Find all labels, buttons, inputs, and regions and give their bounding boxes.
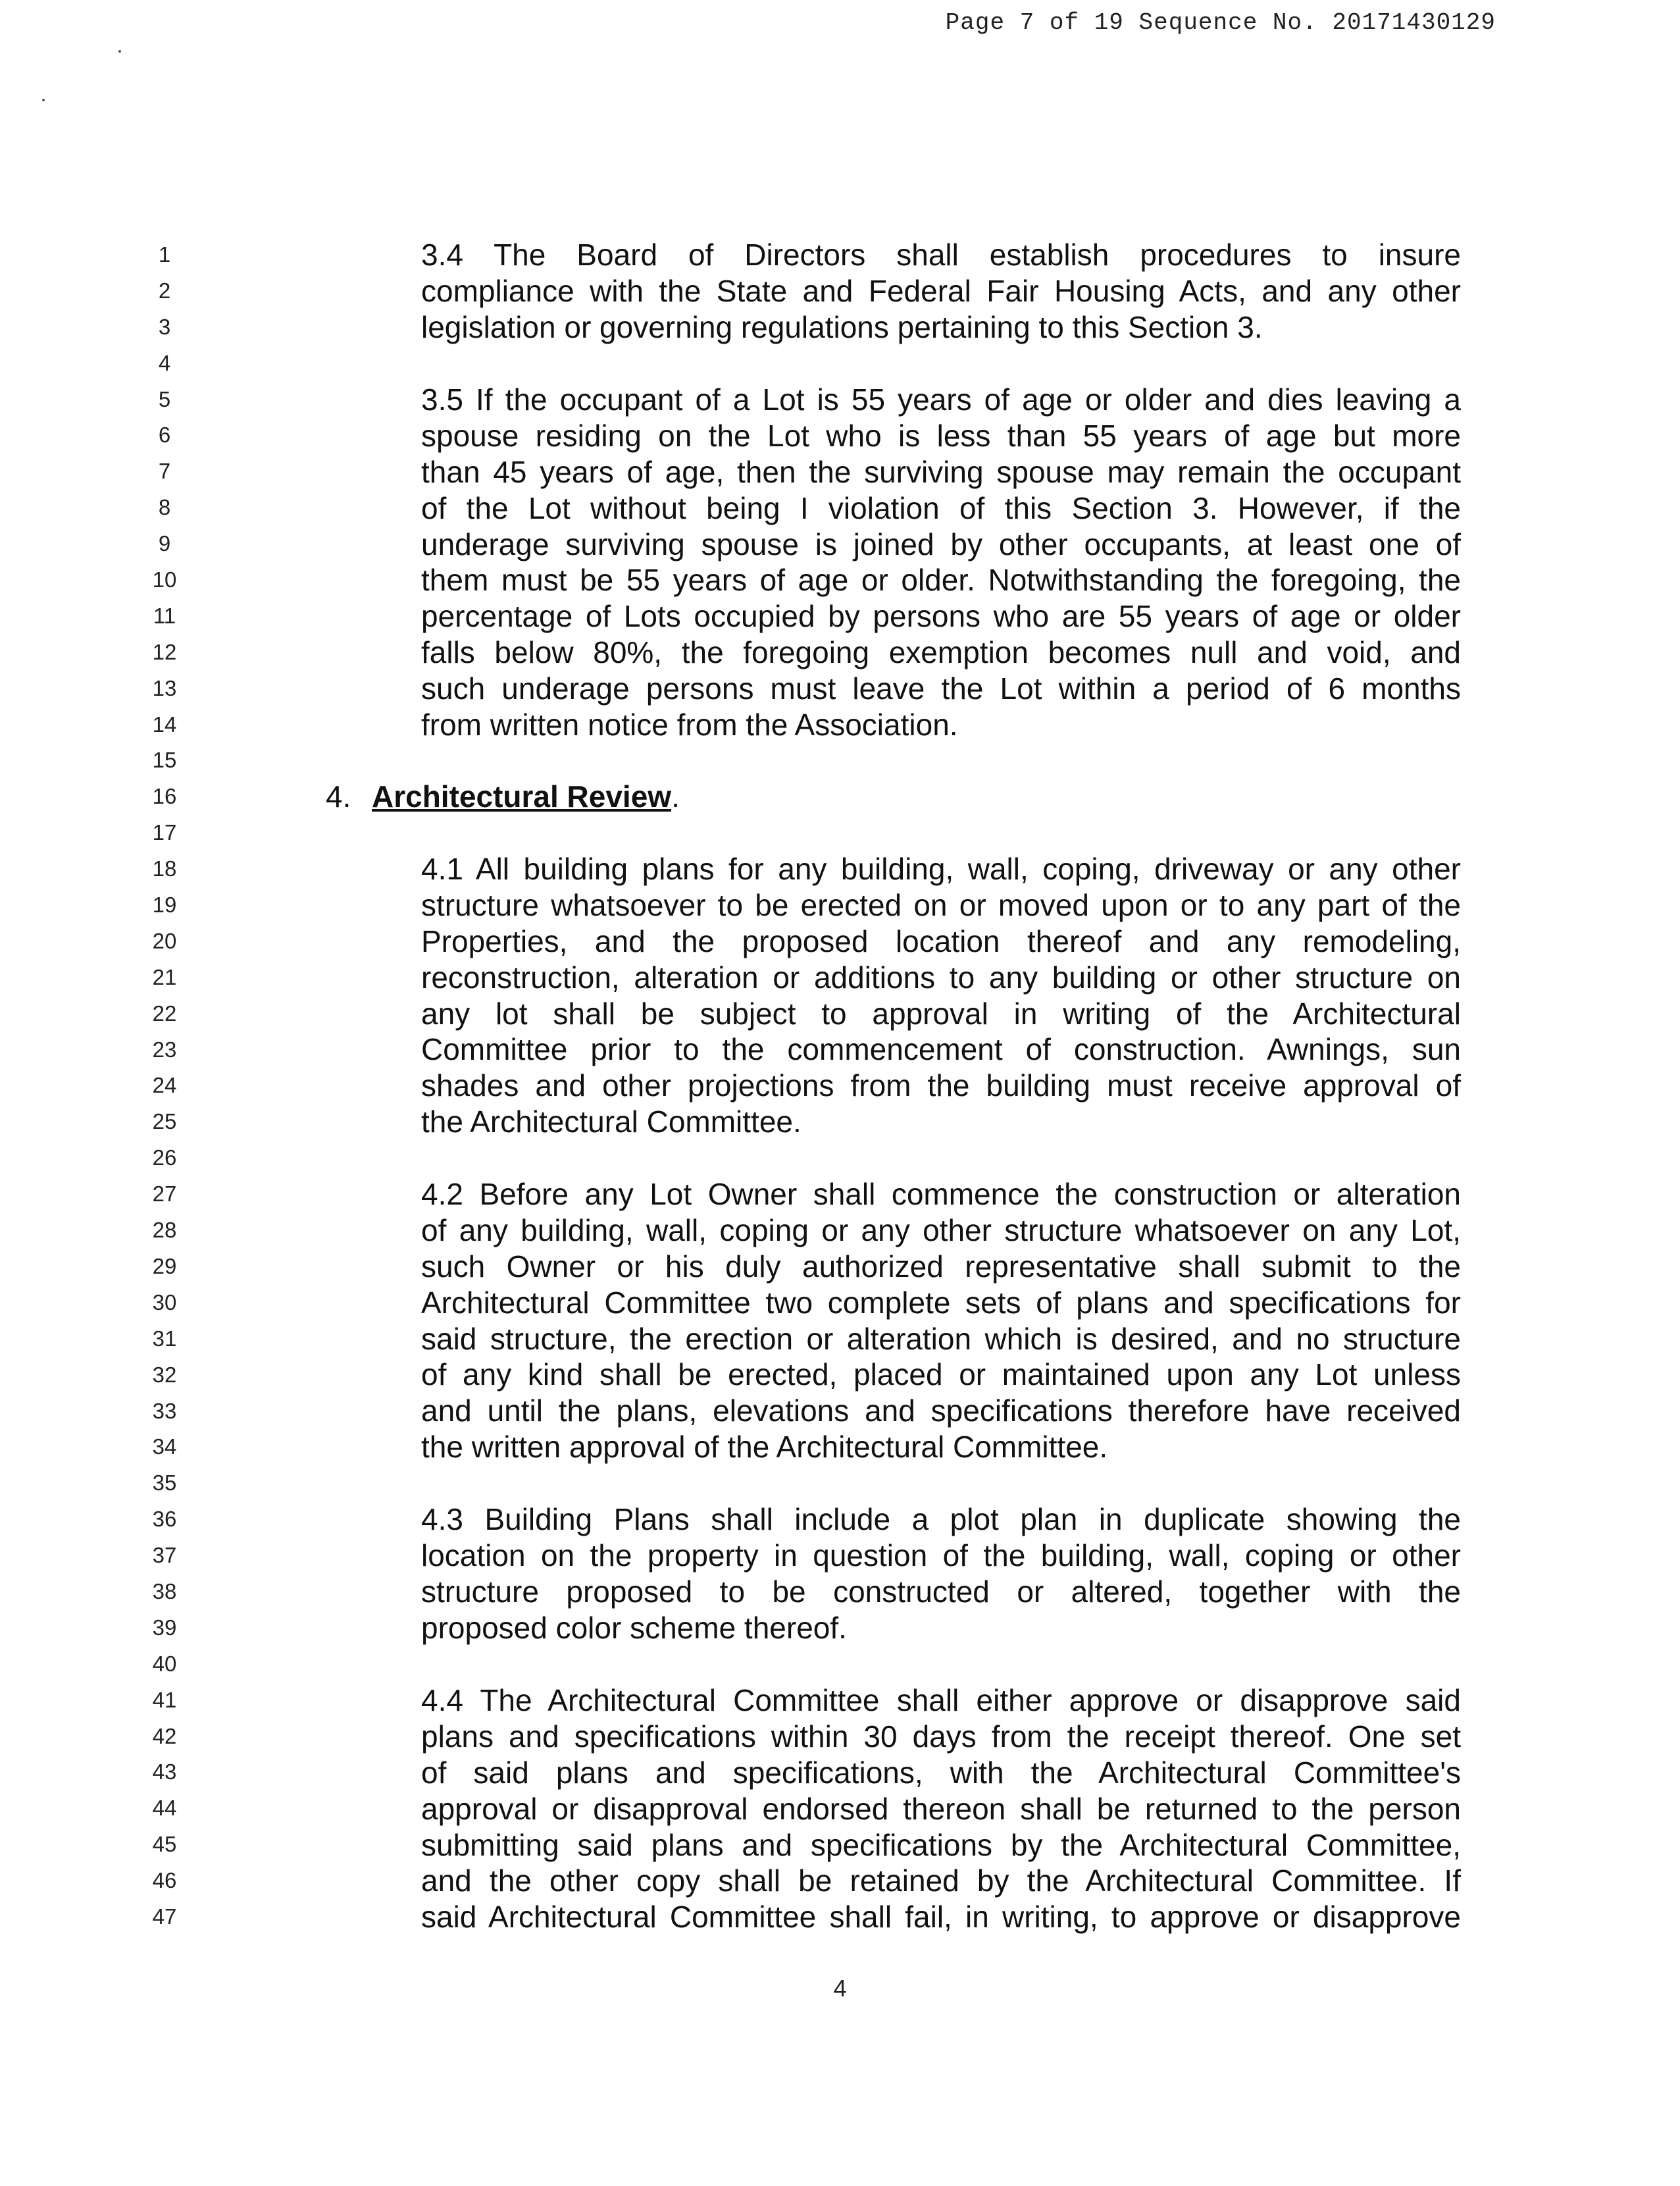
section-3-4 xyxy=(421,237,1461,346)
line-number: 28 xyxy=(152,1218,177,1243)
paragraph-line: 4.2 Before any Lot Owner shall commence the construction or alteration xyxy=(421,1177,1461,1211)
paragraph-line: location on the property in question of the building, wall, coping or other xyxy=(421,1538,1461,1573)
line-number: 11 xyxy=(153,603,176,628)
line-number: 40 xyxy=(152,1651,177,1676)
paragraph-line: any lot shall be subject to approval in writing of the Architectural xyxy=(421,996,1461,1031)
line-number: 17 xyxy=(152,820,177,845)
paragraph-line: them must be 55 years of age or older. Notwithstanding the foregoing, the xyxy=(421,563,1461,598)
paragraph-line: 4.1 All building plans for any building, wall, coping, driveway or any other xyxy=(421,852,1461,886)
line-number: 6 xyxy=(158,423,171,448)
line-number: 38 xyxy=(152,1578,177,1603)
page-number-footer: 4 xyxy=(833,1975,847,2002)
line-number: 25 xyxy=(152,1109,177,1134)
line-number-gutter xyxy=(138,237,191,1935)
paragraph-line: such Owner or his duly authorized representative shall submit to the xyxy=(421,1249,1461,1284)
scan-speck xyxy=(118,50,121,53)
paragraph-line: of the Lot without being I violation of this Section 3. However, if the xyxy=(421,490,1461,525)
paragraph-line: Architectural Committee two complete sets of plans and specifications for xyxy=(421,1285,1461,1320)
line-number: 30 xyxy=(152,1289,177,1314)
line-number: 29 xyxy=(152,1253,177,1278)
paragraph-line: and the other copy shall be retained by the Architectural Committee. If xyxy=(421,1863,1461,1898)
section-4-number: 4. xyxy=(326,779,351,814)
line-number: 31 xyxy=(152,1326,177,1351)
line-number: 23 xyxy=(152,1037,177,1062)
line-number: 14 xyxy=(152,712,177,737)
section-4-title: Architectural Review xyxy=(372,779,672,814)
line-number: 34 xyxy=(152,1434,177,1459)
line-number: 43 xyxy=(152,1759,177,1784)
line-number: 35 xyxy=(152,1470,177,1496)
paragraph-line: shades and other projections from the building must receive approval of xyxy=(421,1068,1461,1103)
paragraph-line: spouse residing on the Lot who is less than 55 years of age but more xyxy=(421,418,1461,453)
line-number: 39 xyxy=(152,1615,177,1640)
section-4-2 xyxy=(421,1176,1461,1465)
paragraph-line: plans and specifications within 30 days from the receipt thereof. One set xyxy=(421,1719,1461,1754)
paragraph-line: approval or disapproval endorsed thereon shall be returned to the person xyxy=(421,1791,1461,1826)
line-number: 3 xyxy=(158,314,171,339)
line-number: 33 xyxy=(152,1398,177,1423)
line-number: 41 xyxy=(152,1687,177,1712)
line-number: 21 xyxy=(152,964,177,989)
line-number: 26 xyxy=(152,1145,177,1170)
line-number: 19 xyxy=(152,893,177,918)
paragraph-line: the written approval of the Architectural Committee. xyxy=(421,1430,1108,1465)
line-number: 5 xyxy=(158,386,171,411)
line-number: 16 xyxy=(152,784,177,809)
paragraph-line: percentage of Lots occupied by persons who are 55 years of age or older xyxy=(421,599,1461,634)
paragraph-line: falls below 80%, the foregoing exemption becomes null and void, and xyxy=(421,635,1461,670)
paragraph-line: Committee prior to the commencement of construction. Awnings, sun xyxy=(421,1032,1461,1067)
paragraph-line: submitting said plans and specifications by the Architectural Committee, xyxy=(421,1827,1461,1862)
line-number: 1 xyxy=(158,242,171,267)
paragraph-line: said structure, the erection or alteration which is desired, and no structure xyxy=(421,1321,1461,1356)
line-number: 42 xyxy=(152,1723,177,1748)
page-sequence-header: Page 7 of 19 Sequence No. 20171430129 xyxy=(945,9,1496,36)
paragraph-line: Properties, and the proposed location thereof and any remodeling, xyxy=(421,924,1461,958)
paragraph-line: from written notice from the Association. xyxy=(421,708,958,742)
line-number: 47 xyxy=(152,1904,177,1929)
line-number: 37 xyxy=(152,1543,177,1568)
section-4-period: . xyxy=(671,779,680,814)
line-number: 7 xyxy=(158,459,171,484)
line-number: 12 xyxy=(152,639,177,664)
line-number: 36 xyxy=(152,1507,177,1532)
paragraph-line: such underage persons must leave the Lot within a period of 6 months xyxy=(421,671,1461,706)
paragraph-line: structure whatsoever to be erected on or moved upon or to any part of the xyxy=(421,887,1461,922)
line-number: 8 xyxy=(158,495,171,520)
section-4-heading xyxy=(326,779,680,815)
line-number: 44 xyxy=(152,1796,177,1821)
line-number: 15 xyxy=(152,748,177,773)
line-number: 13 xyxy=(152,675,177,700)
paragraph-line: structure proposed to be constructed or altered, together with the xyxy=(421,1574,1461,1609)
paragraph-line: the Architectural Committee. xyxy=(421,1105,802,1139)
section-4-1 xyxy=(421,851,1461,1140)
paragraph-line: 3.5 If the occupant of a Lot is 55 years of age or older and dies leaving a xyxy=(421,382,1461,417)
line-number: 4 xyxy=(158,350,171,375)
paragraph-line: 4.4 The Architectural Committee shall either approve or disapprove said xyxy=(421,1683,1461,1717)
line-number: 10 xyxy=(152,567,177,592)
paragraph-line: compliance with the State and Federal Fair Housing Acts, and any other xyxy=(421,273,1461,308)
scan-speck xyxy=(42,99,45,101)
section-4-3 xyxy=(421,1501,1461,1646)
paragraph-line: 4.3 Building Plans shall include a plot plan in duplicate showing the xyxy=(421,1502,1461,1536)
paragraph-line: underage surviving spouse is joined by other occupants, at least one of xyxy=(421,527,1461,561)
paragraph-line: 3.4 The Board of Directors shall establish procedures to insure xyxy=(421,238,1461,272)
paragraph-line: of any kind shall be erected, placed or maintained upon any Lot unless xyxy=(421,1357,1461,1392)
paragraph-line: legislation or governing regulations pertaining to this Section 3. xyxy=(421,309,1263,344)
paragraph-line: proposed color scheme thereof. xyxy=(421,1610,847,1645)
paragraph-line: of any building, wall, coping or any other structure whatsoever on any Lot, xyxy=(421,1212,1461,1247)
line-number: 24 xyxy=(152,1073,177,1098)
paragraph-line: of said plans and specifications, with the Architectural Committee's xyxy=(421,1755,1461,1790)
line-number: 20 xyxy=(152,928,177,953)
line-number: 2 xyxy=(158,278,171,303)
line-number: 18 xyxy=(152,856,177,881)
line-number: 9 xyxy=(158,531,171,556)
paragraph-line: than 45 years of age, then the surviving spouse may remain the occupant xyxy=(421,454,1461,489)
line-number: 32 xyxy=(152,1362,177,1387)
line-number: 45 xyxy=(152,1832,177,1857)
line-number: 46 xyxy=(152,1868,177,1893)
line-number: 22 xyxy=(152,1001,177,1026)
paragraph-line: and until the plans, elevations and specifications therefore have received xyxy=(421,1393,1461,1428)
section-3-5 xyxy=(421,382,1461,743)
paragraph-line: reconstruction, alteration or additions to any building or other structure on xyxy=(421,960,1461,995)
section-4-4 xyxy=(421,1682,1461,1935)
paragraph-line: said Architectural Committee shall fail, in writing, to approve or disapprove xyxy=(421,1900,1461,1935)
line-number: 27 xyxy=(152,1182,177,1207)
